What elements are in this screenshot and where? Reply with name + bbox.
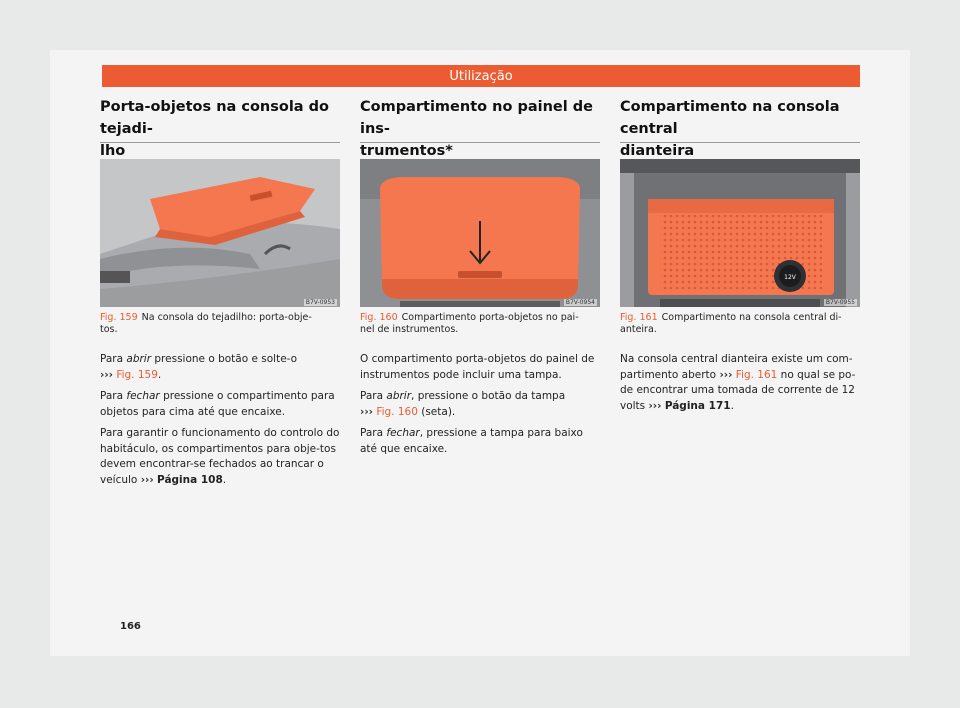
caption-text-2: tos. [100,324,118,335]
text: , pressione o botão da tampa [411,390,566,402]
paragraph [620,352,860,414]
reference-arrow: ››› [360,405,373,418]
caption-text-1: Compartimento na consola central di- [661,312,842,323]
figure-code: B7V-0953 [305,299,335,306]
text: O compartimento porta-objetos do painel de instrumentos pode incluir uma tampa. [360,353,595,381]
heading-line-2: dianteira [620,143,695,159]
section-title: Utilização [449,68,513,84]
manual-page [50,50,910,656]
text-italic: fechar [386,427,420,439]
link-fig-160[interactable]: Fig. 160 [376,405,418,418]
link-page-171[interactable]: Página 171 [664,399,731,412]
column-instrument-panel [360,96,600,463]
figure-161-image [620,159,860,307]
heading-instrument-panel [360,96,600,159]
paragraph [360,426,600,457]
caption-text-1: Compartimento porta-objetos no pai- [401,312,579,323]
caption-text-2: anteira. [620,324,657,335]
reference-arrow: ››› [140,473,154,486]
caption-text-2: nel de instrumentos. [360,324,459,335]
text: Para [360,390,387,402]
text-italic: fechar [126,390,160,402]
text: no qual se po-de encontrar uma tomada de corrente de 12 volts [620,368,856,412]
text: . [157,368,162,381]
heading-center-console [620,96,860,159]
figure-code: B7V-0954 [565,299,595,306]
text: pressione o botão e solte-o [151,353,298,365]
column-center-console [620,96,860,420]
text: . [222,473,227,486]
paragraph [360,389,600,420]
link-fig-159[interactable]: Fig. 159 [116,368,158,381]
paragraph [100,389,340,420]
text: Para [100,353,127,365]
reference-arrow: ››› [719,368,733,381]
paragraph [100,352,340,383]
text: pressione o compartimento para objetos para cima até que encaixe. [100,390,335,418]
reference-arrow: ››› [100,368,113,381]
figure-159-image [100,159,340,307]
caption-text-1: Na consola do tejadilho: porta-obje- [141,312,312,323]
body-text [620,352,860,414]
figure-160-image [360,159,600,307]
text: (seta). [417,405,456,418]
text: , pressione a tampa para baixo até que encaixe. [360,427,583,455]
paragraph [360,352,600,383]
heading-line-1: Porta-objetos na consola do tejadi- [100,99,329,137]
text: Para garantir o funcionamento do controlo do habitáculo, os compartimentos para obje-tos devem encontrar-se fechados ao trancar o veículo [100,427,340,486]
column-overhead-console [100,96,340,494]
text: Na consola central dianteira existe um com-partimento aberto [620,353,853,381]
paragraph [100,426,340,488]
page-number: 166 [120,621,141,632]
figure-number: Fig. 161 [620,312,658,323]
text-italic: abrir [386,390,412,402]
section-header-bar [102,65,860,87]
body-text [100,352,340,488]
body-text [360,352,600,457]
reference-arrow: ››› [648,399,662,412]
figure-161-caption [620,312,860,336]
figure-159-caption [100,312,340,336]
heading-overhead-console [100,96,340,159]
heading-line-1: Compartimento no painel de ins- [360,99,593,137]
heading-line-1: Compartimento na consola central [620,99,840,137]
link-fig-161[interactable]: Fig. 161 [735,368,778,381]
text-italic: abrir [126,353,152,365]
text: Para [360,427,387,439]
figure-code: B7V-0955 [825,299,855,306]
heading-line-2: trumentos* [360,143,453,159]
link-page-108[interactable]: Página 108 [157,473,223,486]
figure-number: Fig. 159 [100,312,138,323]
socket-label-12v: 12V [784,274,796,281]
text: . [730,399,734,412]
figure-160-caption [360,312,600,336]
heading-line-2: lho [100,143,126,159]
text: Para [100,390,127,402]
figure-number: Fig. 160 [360,312,398,323]
